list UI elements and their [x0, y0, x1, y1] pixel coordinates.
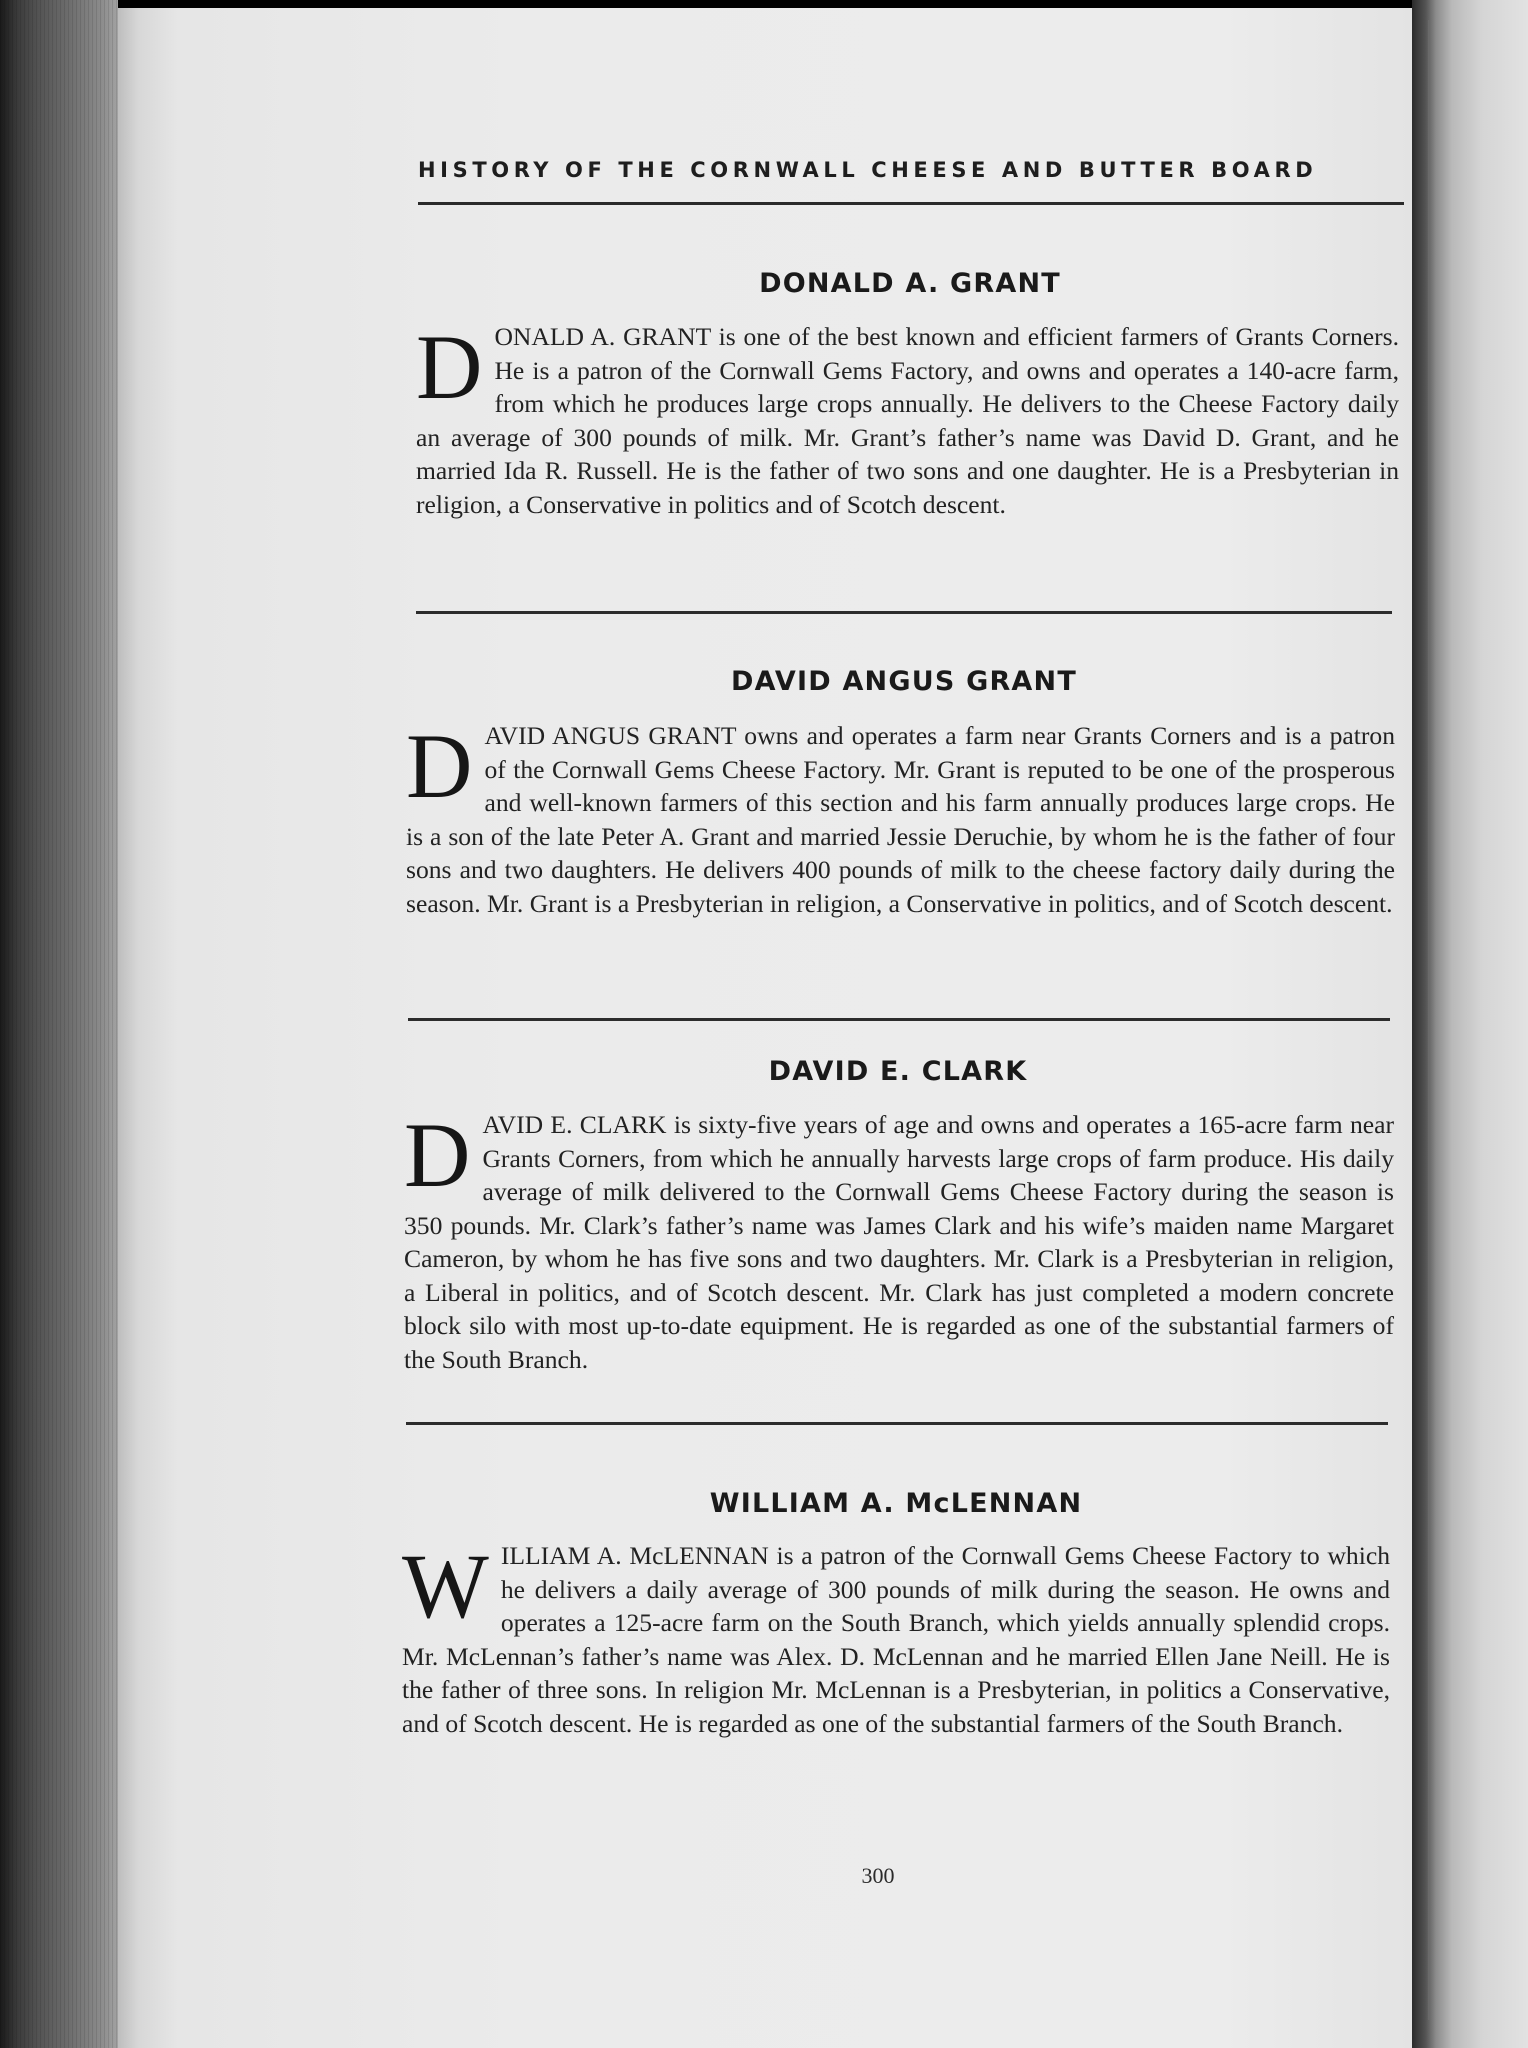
drop-cap: D	[416, 316, 483, 418]
entry-body: ILLIAM A. McLENNAN is a patron of the Cornwall Gems Cheese Factory to which he delivers a daily average of 300 pounds of milk during the season. He owns and operates a 125-acre farm on the South Branch, which yields annually splendid crops. Mr. McLennan’s father’s name was Alex. D. McLennan and he married Ellen Jane Neill. He is the father of three sons. In religion Mr. McLennan is a Presbyterian, in politics a Conservative, and of Scotch descent. He is regarded as one of the substantial farmers of the South Branch.	[402, 1541, 1390, 1738]
drop-cap: D	[406, 715, 473, 817]
entry-text-donald-grant	[416, 316, 1399, 521]
entry-text-david-clark	[404, 1104, 1394, 1376]
entry-body: AVID ANGUS GRANT owns and operates a farm near Grants Corners and is a patron of the Cornwall Gems Cheese Factory. Mr. Grant is reputed to be one of the prosperous and well-known farmers of this section and his farm annually produces large crops. He is a son of the late Peter A. Grant and married Jessie Deruchie, by whom he is the father of four sons and two daughters. He delivers 400 pounds of milk to the cheese factory daily during the season. Mr. Grant is a Presbyterian in religion, a Conservative in politics, and of Scotch descent.	[406, 721, 1395, 918]
page-number: 300	[861, 1863, 895, 1888]
section-rule	[408, 1018, 1390, 1021]
book-page	[118, 8, 1412, 2048]
entry-text-william-mclennan	[402, 1535, 1390, 1740]
entry-body: AVID E. CLARK is sixty-five years of age and owns and operates a 165-acre farm near Grants Corners, from which he annually harvests large crops of farm produce. His daily average of milk delivered to the Cornwall Gems Cheese Factory during the season is 350 pounds. Mr. Clark’s father’s name was James Clark and his wife’s maiden name Margaret Cameron, by whom he has five sons and two daughters. Mr. Clark is a Presbyterian in religion, a Liberal in politics, and of Scotch descent. Mr. Clark has just completed a modern concrete block silo with most up-to-date equipment. He is regarded as one of the substantial farmers of the South Branch.	[404, 1110, 1394, 1374]
right-facing-page-edge	[1412, 0, 1528, 2048]
running-head: HISTORY OF THE CORNWALL CHEESE AND BUTTER BOARD	[418, 158, 1318, 182]
entry-title-david-clark: DAVID E. CLARK	[768, 1056, 1028, 1087]
drop-cap: D	[404, 1104, 471, 1206]
section-rule	[406, 1422, 1388, 1425]
entry-text-david-angus-grant	[406, 715, 1395, 920]
entry-title-william-mclennan: WILLIAM A. McLENNAN	[709, 1488, 1083, 1519]
entry-title-donald-grant: DONALD A. GRANT	[759, 268, 1061, 299]
drop-cap: W	[402, 1535, 489, 1637]
entry-title-david-angus-grant: DAVID ANGUS GRANT	[731, 666, 1077, 697]
entry-body: ONALD A. GRANT is one of the best known and efficient farmers of Grants Corners. He is a patron of the Cornwall Gems Factory, and owns and operates a 140-acre farm, from which he produces large crops annually. He delivers to the Cheese Factory daily an average of 300 pounds of milk. Mr. Grant’s father’s name was David D. Grant, and he married Ida R. Russell. He is the father of two sons and one daughter. He is a Presbyterian in religion, a Conservative in politics and of Scotch descent.	[416, 322, 1399, 519]
running-head-rule	[418, 202, 1404, 205]
left-book-edge	[0, 0, 118, 2048]
section-rule	[416, 611, 1392, 614]
